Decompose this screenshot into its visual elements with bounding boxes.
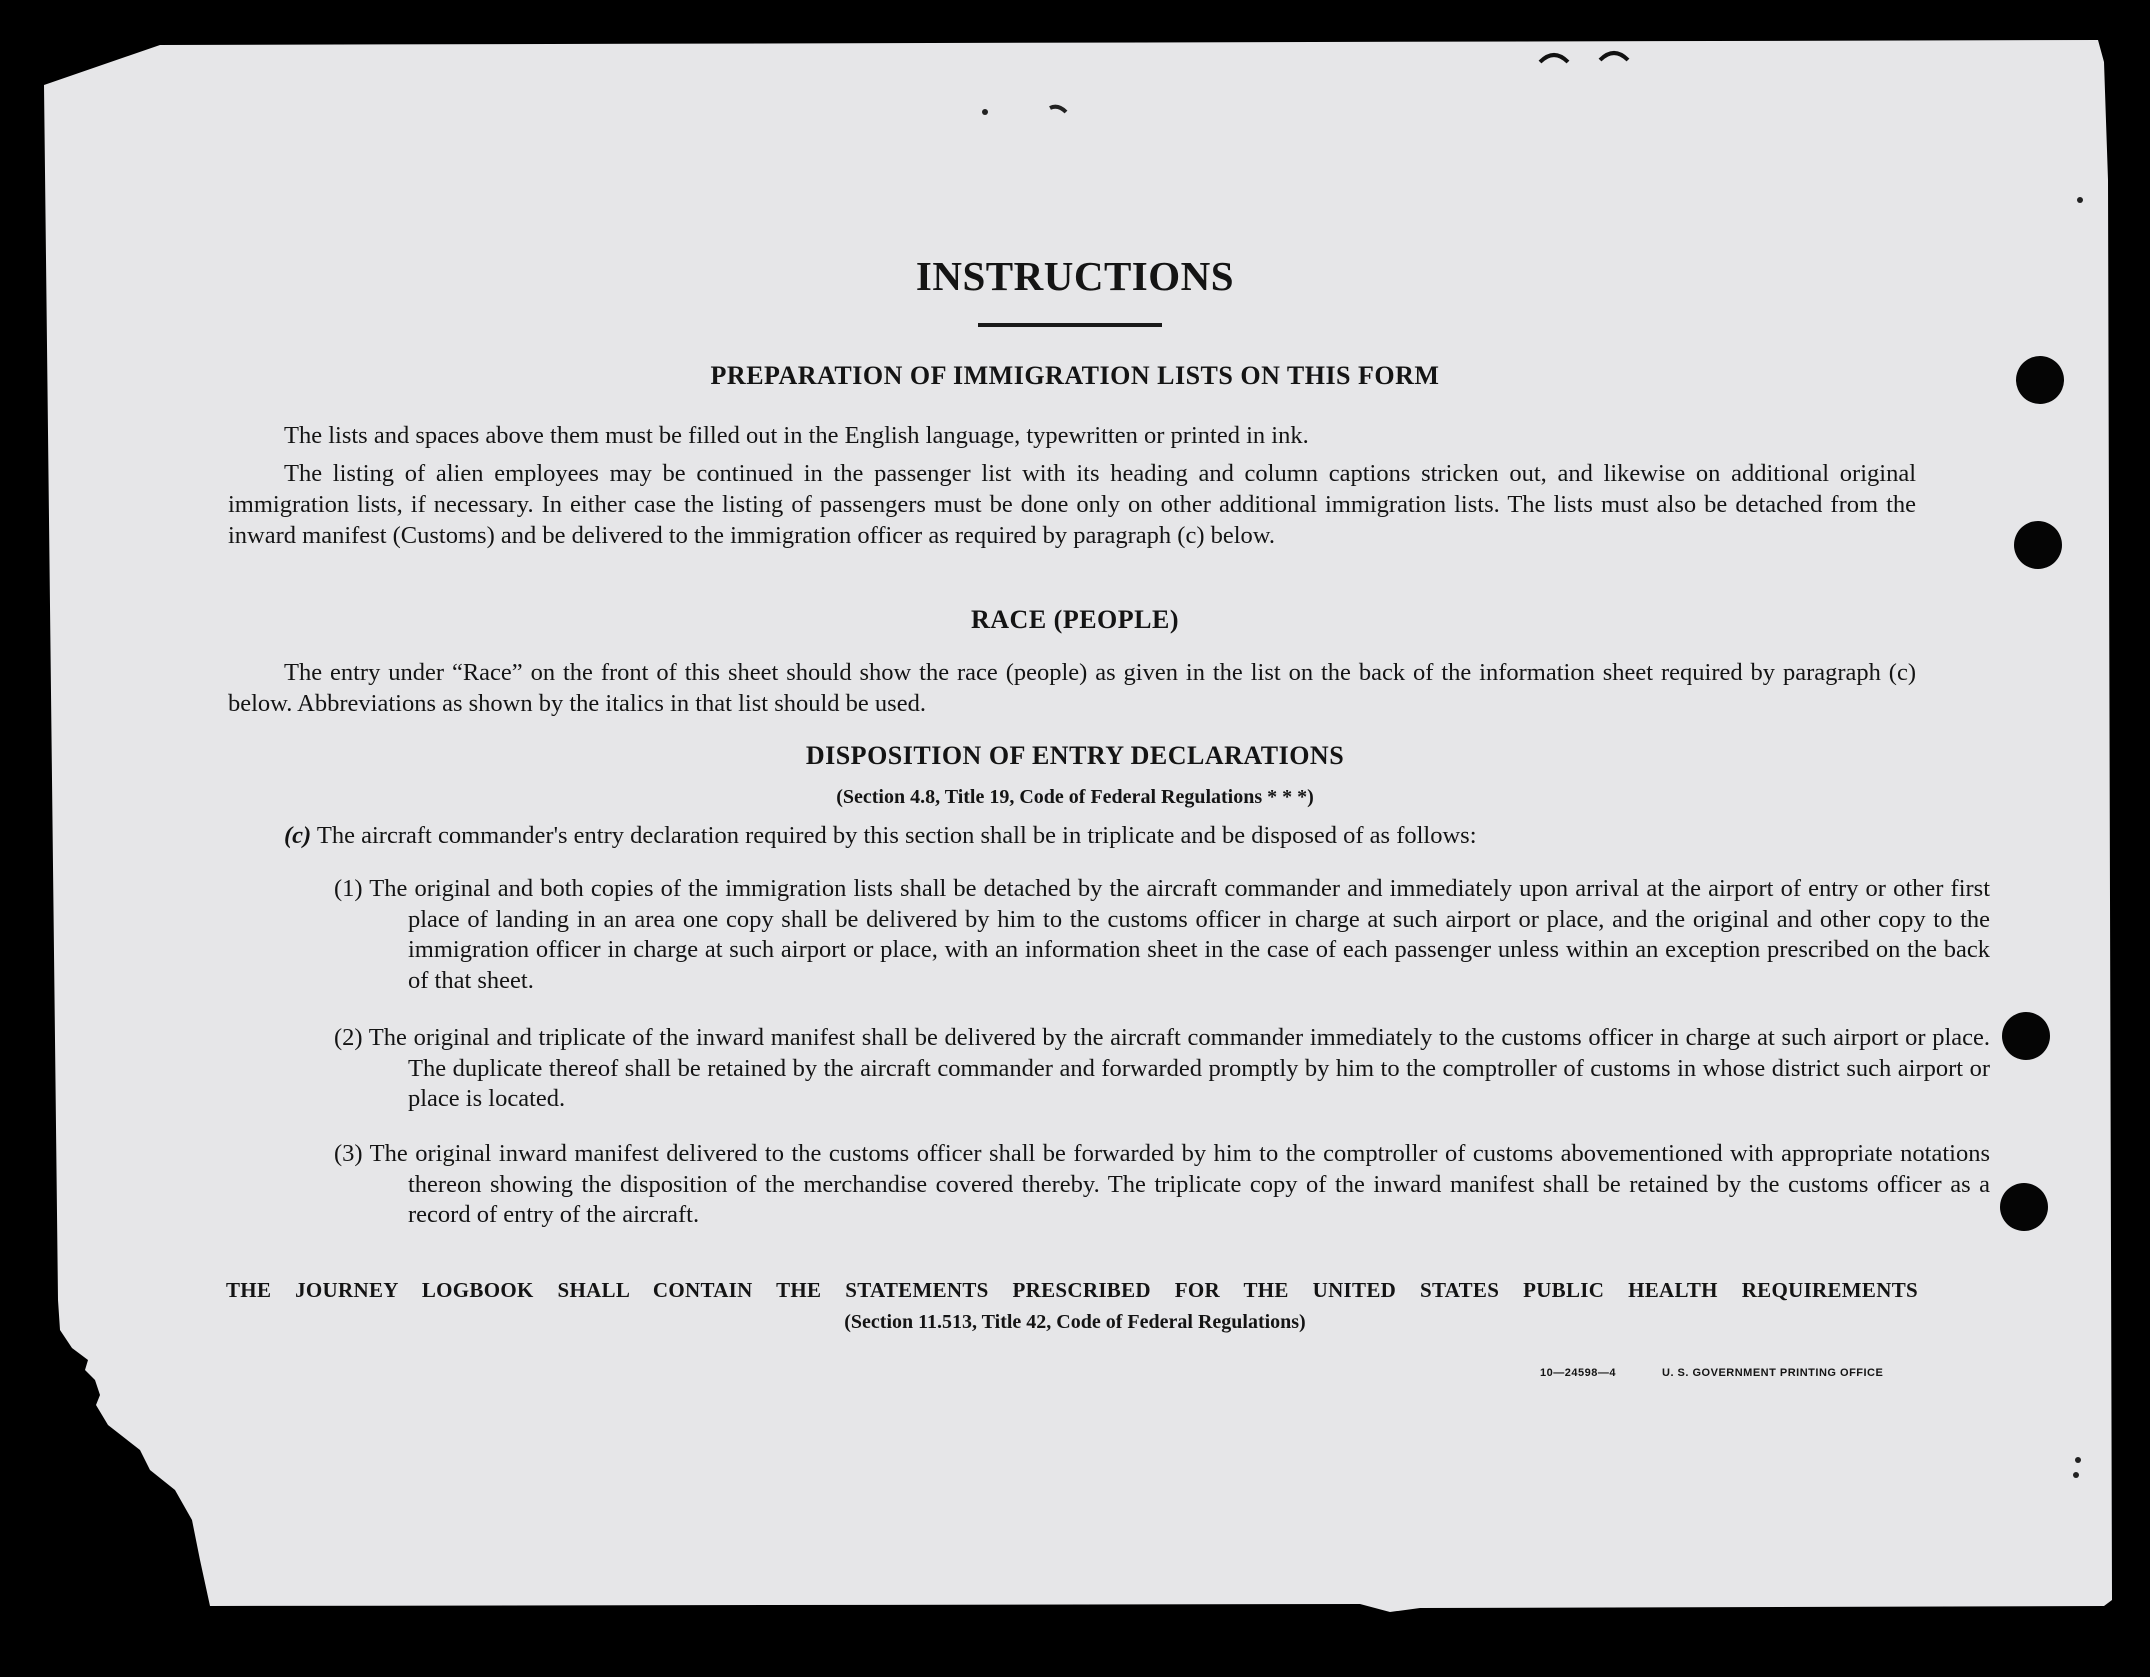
heading-race: RACE (PEOPLE) <box>971 605 1179 634</box>
form-number: 10—24598—4 <box>1540 1367 1616 1379</box>
heading-preparation: PREPARATION OF IMMIGRATION LISTS ON THIS FORM <box>710 361 1440 390</box>
paragraph-c-label: (c) <box>284 822 312 849</box>
page-title: INSTRUCTIONS <box>915 253 1235 299</box>
paragraph-c-text: The aircraft commander's entry declaration required by this section shall be in triplicate and be disposed of as follows: <box>316 822 1477 849</box>
preparation-paragraph-1: The lists and spaces above them must be filled out in the English language, typewritten or printed in ink. <box>284 422 1309 449</box>
preparation-paragraph-2: The listing of alien employees may be continued in the passenger list with its heading and column captions stricken out, and likewise on additional original immigration lists, if necessary. In either case the listing of passengers must be done only on other additional immigration lists. The lists must also be detached from the inward manifest (Customs) and be delivered to the immigration officer as required by paragraph (c) below. <box>228 460 1916 549</box>
health-requirements-citation: (Section 11.513, Title 42, Code of Federal Regulations) <box>844 1311 1306 1333</box>
printer-imprint: U. S. GOVERNMENT PRINTING OFFICE <box>1662 1367 1884 1379</box>
health-requirements-statement: THE JOURNEY LOGBOOK SHALL CONTAIN THE STATEMENTS PRESCRIBED FOR THE UNITED STATES PUBLIC HEALTH REQUIREMENTS <box>226 1278 1918 1302</box>
disposition-item-3: (3) The original inward manifest delivered to the customs officer shall be forwarded by him to the comptroller of customs abovementioned with appropriate notations thereon showing the disposition of the merchandise covered thereby. The triplicate copy of the inward manifest shall be retained by the customs officer as a record of entry of the aircraft. <box>334 1140 1990 1228</box>
heading-disposition: DISPOSITION OF ENTRY DECLARATIONS <box>805 741 1345 770</box>
race-paragraph: The entry under “Race” on the front of this sheet should show the race (people) as given in the list on the back of the information sheet required by paragraph (c) below. Abbreviations as shown by the italics in that list should be used. <box>228 659 1916 717</box>
disposition-item-1: (1) The original and both copies of the immigration lists shall be detached by the aircraft commander and immediately upon arrival at the airport of entry or other first place of landing in an area one copy shall be delivered by him to the customs officer in charge at such airport or place, and the original and other copy to the immigration officer in charge at such airport or place, with an information sheet in the case of each passenger unless within an exception prescribed on the back of that sheet. <box>334 875 1990 994</box>
disposition-paragraph-c <box>284 820 1914 851</box>
disposition-citation: (Section 4.8, Title 19, Code of Federal Regulations * * *) <box>836 786 1314 808</box>
disposition-item-2: (2) The original and triplicate of the inward manifest shall be delivered by the aircraft commander immediately to the customs officer in charge at such airport or place. The duplicate thereof shall be retained by the aircraft commander and forwarded promptly by him to the comptroller of customs in whose district such airport or place is located. <box>334 1024 1990 1112</box>
title-underline <box>978 323 1162 327</box>
